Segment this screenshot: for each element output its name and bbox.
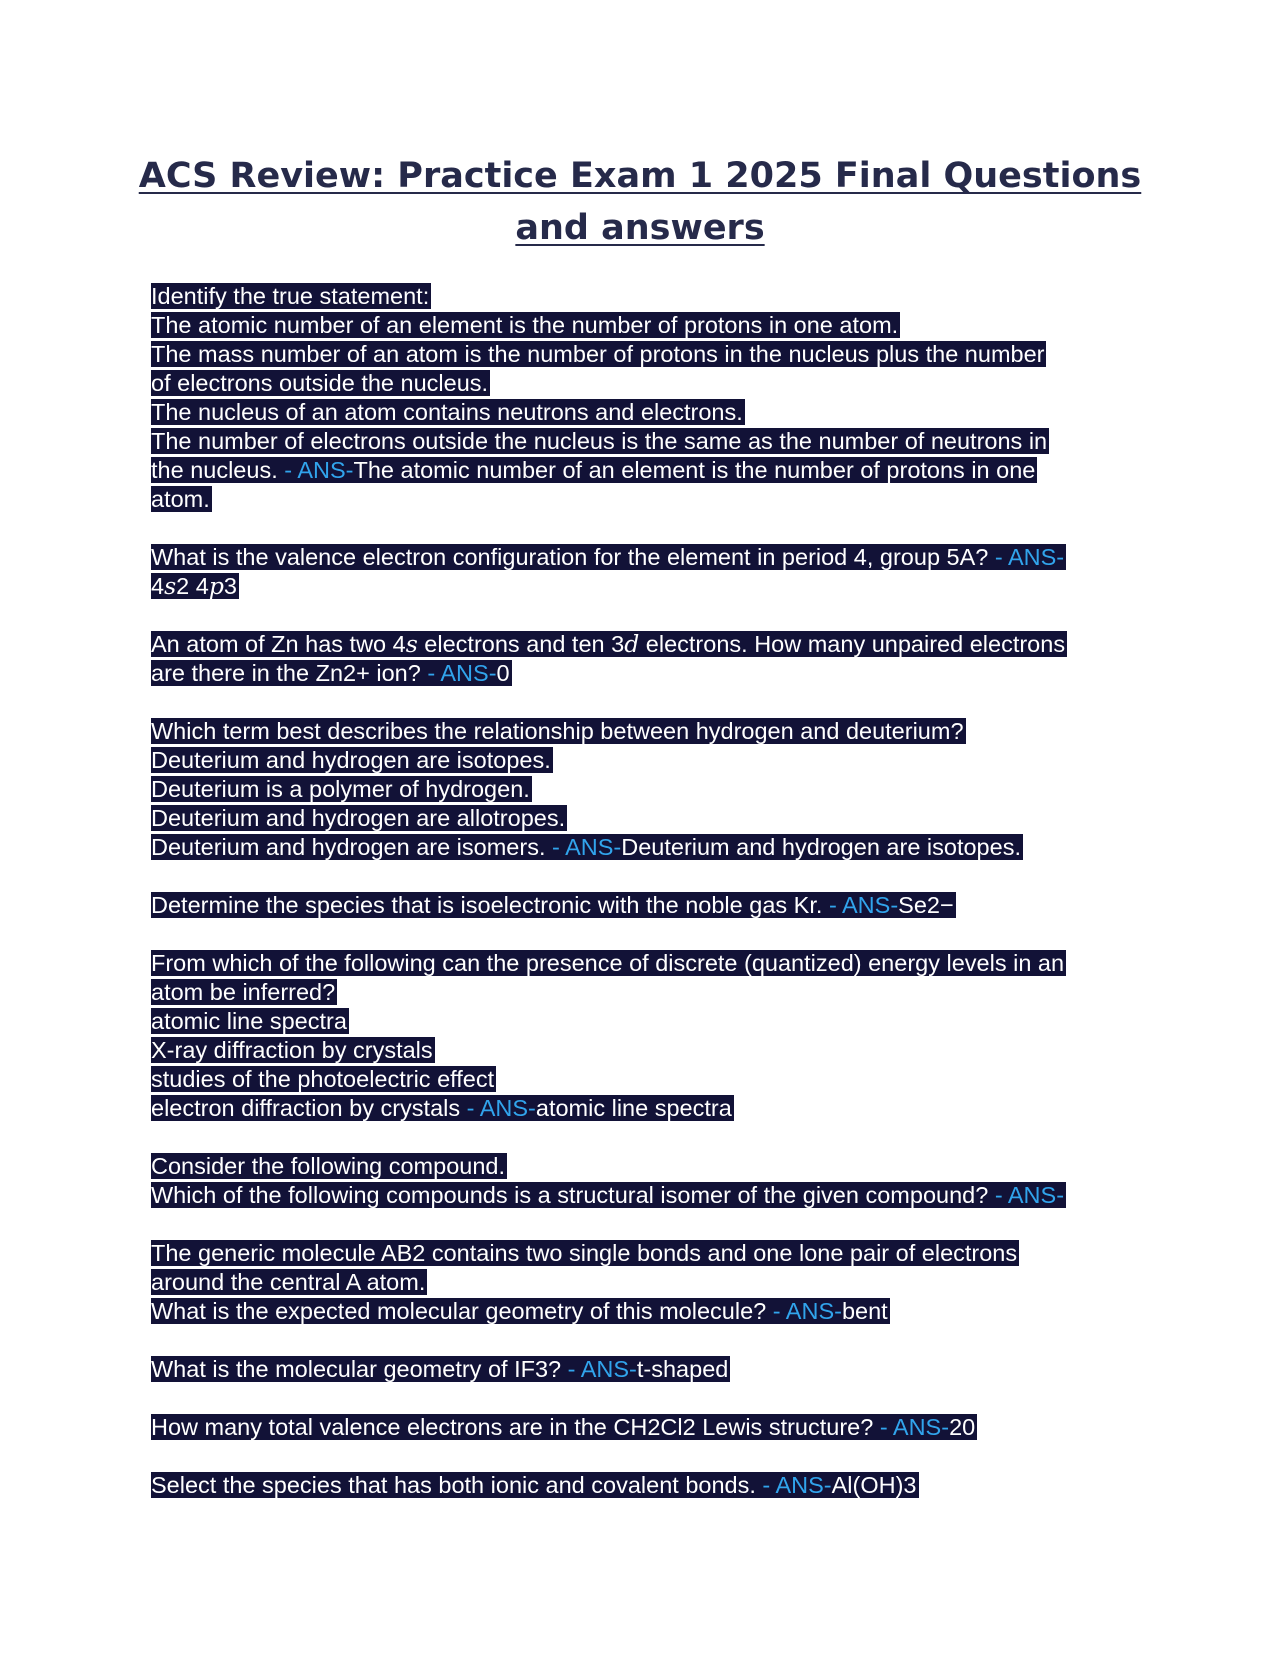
answer-text: 20 bbox=[949, 1414, 976, 1440]
option-text: The nucleus of an atom contains neutrons and electrons. bbox=[151, 399, 743, 425]
qa-content bbox=[151, 282, 1131, 1500]
title-line-1: ACS Review: Practice Exam 1 2025 Final Questions bbox=[138, 156, 1142, 196]
option-text: Deuterium and hydrogen are allotropes. bbox=[151, 805, 566, 831]
question-block bbox=[151, 1239, 1131, 1326]
question-text: Consider the following compound. bbox=[151, 1153, 506, 1179]
ans-marker: - ANS- bbox=[427, 660, 497, 686]
question-text: around the central A atom. bbox=[151, 1269, 426, 1295]
question-answer-line bbox=[151, 1356, 730, 1382]
question-block bbox=[151, 282, 1131, 514]
question-text: The generic molecule AB2 contains two single bonds and one lone pair of electrons bbox=[151, 1240, 1018, 1266]
option-text: of electrons outside the nucleus. bbox=[151, 370, 489, 396]
answer-text: The atomic number of an element is the number of protons in one bbox=[353, 457, 1036, 483]
question-answer-line bbox=[151, 1472, 919, 1498]
answer-text: 4s2 4p3 bbox=[151, 572, 237, 600]
option-text: X-ray diffraction by crystals bbox=[151, 1037, 433, 1063]
question-text: Which of the following compounds is a structural isomer of the given compound? bbox=[151, 1182, 995, 1208]
question-answer-line bbox=[151, 1298, 890, 1324]
question-block bbox=[151, 1471, 1131, 1500]
option-text: Deuterium and hydrogen are isotopes. bbox=[151, 747, 551, 773]
question-text: An atom of Zn has two 4s electrons and ten 3d electrons. How many unpaired electrons bbox=[151, 630, 1066, 658]
question-block bbox=[151, 949, 1131, 1123]
ans-marker: - ANS- bbox=[994, 544, 1065, 570]
option-text: electron diffraction by crystals bbox=[151, 1095, 467, 1121]
ans-marker: - ANS- bbox=[762, 1472, 832, 1498]
question-text: What is the expected molecular geometry of this molecule? bbox=[151, 1298, 773, 1324]
answer-text: Se2− bbox=[898, 892, 954, 918]
ans-marker: - ANS- bbox=[879, 1414, 950, 1440]
question-block bbox=[151, 630, 1131, 688]
question-block bbox=[151, 717, 1131, 862]
question-text: are there in the Zn2+ ion? bbox=[151, 660, 428, 686]
ans-marker: - ANS- bbox=[284, 457, 354, 483]
option-text: The atomic number of an element is the number of protons in one atom. bbox=[151, 312, 899, 338]
answer-text: Deuterium and hydrogen are isotopes. bbox=[621, 834, 1021, 860]
ans-marker: - ANS- bbox=[552, 834, 622, 860]
question-text: Select the species that has both ionic and covalent bonds. bbox=[151, 1472, 763, 1498]
question-answer-line bbox=[151, 660, 512, 686]
option-text: studies of the photoelectric effect bbox=[151, 1066, 495, 1092]
ans-marker: - ANS- bbox=[994, 1182, 1065, 1208]
option-text: Deuterium is a polymer of hydrogen. bbox=[151, 776, 530, 802]
ans-marker: - ANS- bbox=[466, 1095, 536, 1121]
question-block bbox=[151, 1355, 1131, 1384]
question-block bbox=[151, 543, 1131, 601]
option-text: Deuterium and hydrogen are isomers. bbox=[151, 834, 553, 860]
question-text: What is the molecular geometry of IF3? bbox=[151, 1356, 568, 1382]
question-text: How many total valence electrons are in the CH2Cl2 Lewis structure? bbox=[151, 1414, 880, 1440]
question-block bbox=[151, 1152, 1131, 1210]
ans-marker: - ANS- bbox=[828, 892, 899, 918]
answer-text: t-shaped bbox=[636, 1356, 729, 1382]
document-title bbox=[0, 150, 1280, 254]
option-text: atomic line spectra bbox=[151, 1008, 347, 1034]
option-answer-line bbox=[151, 457, 1037, 483]
answer-text: 0 bbox=[496, 660, 510, 686]
question-block bbox=[151, 891, 1131, 920]
question-text: Determine the species that is isoelectronic with the noble gas Kr. bbox=[151, 892, 829, 918]
answer-text: bent bbox=[841, 1298, 888, 1324]
question-text: From which of the following can the presence of discrete (quantized) energy levels in an bbox=[151, 950, 1065, 976]
option-text: The mass number of an atom is the number of protons in the nucleus plus the number bbox=[151, 341, 1045, 367]
title-line-2: and answers bbox=[515, 208, 765, 248]
question-block bbox=[151, 1413, 1131, 1442]
question-line bbox=[151, 1182, 1066, 1208]
option-answer-line bbox=[151, 834, 1023, 860]
option-text: the nucleus. bbox=[151, 457, 285, 483]
question-line bbox=[151, 544, 1066, 570]
question-text: What is the valence electron configuration for the element in period 4, group 5A? bbox=[151, 544, 995, 570]
question-text: atom be inferred? bbox=[151, 979, 336, 1005]
option-text: The number of electrons outside the nucleus is the same as the number of neutrons in bbox=[151, 428, 1048, 454]
question-text: Which term best describes the relationship between hydrogen and deuterium? bbox=[151, 718, 964, 744]
ans-marker: - ANS- bbox=[772, 1298, 842, 1324]
answer-text: Al(OH)3 bbox=[831, 1472, 917, 1498]
ans-marker: - ANS- bbox=[567, 1356, 637, 1382]
question-answer-line bbox=[151, 1414, 977, 1440]
answer-text: atom. bbox=[151, 486, 210, 512]
option-answer-line bbox=[151, 1095, 734, 1121]
question-text: Identify the true statement: bbox=[151, 283, 430, 309]
question-answer-line bbox=[151, 892, 956, 918]
answer-text: atomic line spectra bbox=[535, 1095, 732, 1121]
